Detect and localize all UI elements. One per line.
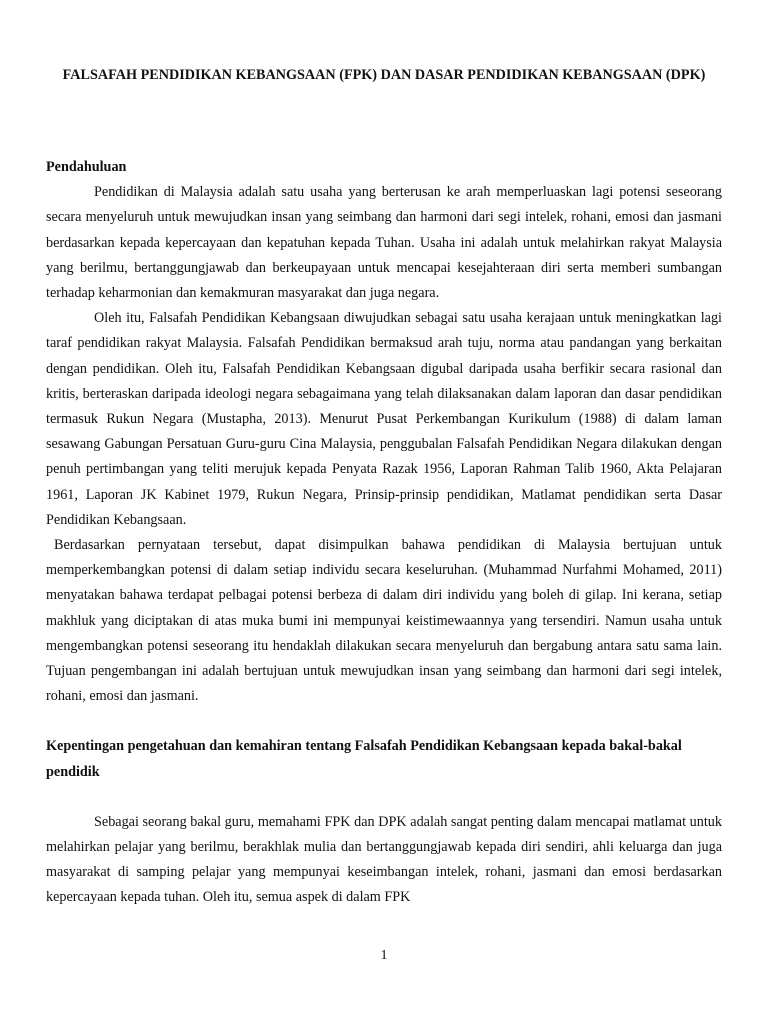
document-title: FALSAFAH PENDIDIKAN KEBANGSAAN (FPK) DAN DASAR PENDIDIKAN KEBANGSAAN (DPK)	[62, 67, 706, 83]
paragraph: Pendidikan di Malaysia adalah satu usaha yang berterusan ke arah memperluaskan lagi potensi seseorang secara menyeluruh untuk mewujudkan insan yang seimbang dan harmoni dari segi intelek, rohani, emosi dan jasmani berdasarkan kepada kepercayaan dan kepatuhan kepada Tuhan. Usaha ini adalah untuk melahirkan rakyat Malaysia yang berilmu, bertanggungjawab dan berkeupayaan untuk mencapai kesejahteraan diri serta memberi sumbangan terhadap keharmonian dan kemakmuran masyarakat dan juga negara.	[46, 184, 722, 302]
paragraph: Oleh itu, Falsafah Pendidikan Kebangsaan diwujudkan sebagai satu usaha kerajaan untuk meningkatkan lagi taraf pendidikan rakyat Malaysia. Falsafah Pendidikan bermaksud arah tuju, norma atau pandangan yang berkaitan dengan pendidikan. Oleh itu, Falsafah Pendidikan Kebangsaan digubal daripada usaha berfikir secara rasional dan kritis, berteraskan daripada ideologi negara sebagaimana yang telah dilaksanakan dalam laporan dan dasar pendidikan termasuk Rukun Negara (Mustapha, 2013). Menurut Pusat Perkembangan Kurikulum (1988) di dalam laman sesawang Gabungan Persatuan Guru-guru Cina Malaysia, penggubalan Falsafah Pendidikan Negara dilakukan dengan penuh pertimbangan yang teliti merujuk kepada Penyata Razak 1956, Laporan Rahman Talib 1960, Akta Pelajaran 1961, Laporan JK Kabinet 1979, Rukun Negara, Prinsip-prinsip pendidikan, Matlamat pendidikan serta Dasar Pendidikan Kebangsaan.	[46, 310, 722, 528]
paragraph: Berdasarkan pernyataan tersebut, dapat disimpulkan bahawa pendidikan di Malaysia bertujuan untuk memperkembangkan potensi di dalam setiap individu secara keseluruhan. (Muhammad Nurfahmi Mohamed, 2011) menyatakan bahawa terdapat pelbagai potensi berbeza di dalam diri individu yang boleh di gilap. Ini kerana, setiap makhluk yang diciptakan di atas muka bumi ini mempunyai keistimewaannya yang tersendiri. Namun usaha untuk mengembangkan potensi seseorang itu hendaklah dilakukan secara menyeluruh dan bergabung antara satu sama lain. Tujuan pengembangan ini adalah bertujuan untuk mewujudkan insan yang seimbang dan harmoni dari segi intelek, rohani, emosi dan jasmani.	[46, 537, 722, 705]
page-number: 1	[380, 948, 388, 963]
paragraph: Sebagai seorang bakal guru, memahami FPK dan DPK adalah sangat penting dalam mencapai matlamat untuk melahirkan pelajar yang berilmu, berakhlak mulia dan bertanggungjawab kepada diri sendiri, ahli keluarga dan juga masyarakat di samping pelajar yang mempunyai keseimbangan intelek, rohani, jasmani dan emosi berdasarkan kepercayaan kepada tuhan. Oleh itu, semua aspek di dalam FPK	[46, 813, 722, 906]
section-heading-kepentingan: Kepentingan pengetahuan dan kemahiran tentang Falsafah Pendidikan Kebangsaan kepada bakal-bakal pendidik	[46, 738, 682, 780]
document-body	[46, 155, 722, 911]
section-heading-pendahuluan: Pendahuluan	[46, 159, 127, 175]
